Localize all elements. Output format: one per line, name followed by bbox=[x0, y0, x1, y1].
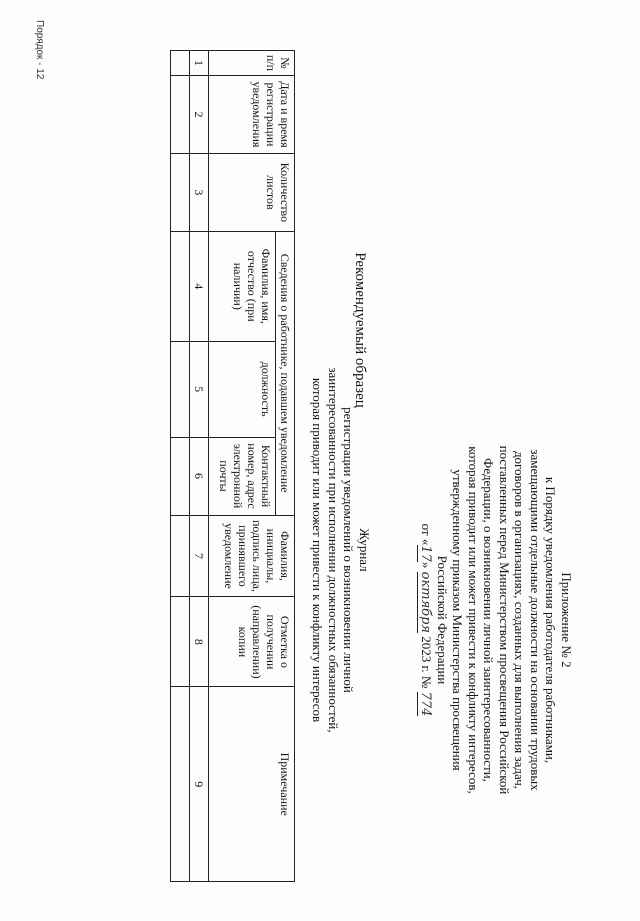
empty-cell bbox=[171, 153, 190, 231]
header-sheets: Количество листов bbox=[209, 153, 295, 231]
appendix-line: поставленных перед Министерством просвещения Российской bbox=[497, 445, 512, 795]
column-number: 1 bbox=[190, 51, 209, 76]
registration-table bbox=[170, 50, 295, 882]
header-copy: Отметка о получении (направлении) копии bbox=[209, 597, 295, 687]
empty-cell bbox=[171, 437, 190, 515]
header-acceptor: Фамилия, инициалы, подпись лица, принявшего уведомление bbox=[209, 515, 295, 597]
empty-cell bbox=[171, 687, 190, 882]
appendix-line: замещающими отдельные должности на основании трудовых bbox=[528, 449, 543, 791]
journal-line: заинтересованности при исполнении должностных обязанностей, bbox=[326, 367, 341, 733]
order-number-handwritten: 774 bbox=[418, 691, 434, 717]
appendix-line: утвержденному приказом Министерства просвещения bbox=[450, 469, 466, 771]
empty-row bbox=[171, 51, 190, 882]
journal-line: регистрации уведомлений о возникновении личной bbox=[341, 407, 357, 693]
header-worker-group: Сведения о работнике, подавшем уведомление bbox=[276, 231, 295, 515]
column-numbers-row bbox=[190, 51, 209, 882]
header-fio: Фамилия, имя, отчество (при наличии) bbox=[209, 231, 276, 341]
empty-cell bbox=[171, 515, 190, 597]
document-sheet bbox=[10, 10, 630, 910]
order-mid: » bbox=[419, 561, 435, 572]
journal-title: Журнал bbox=[357, 528, 372, 572]
empty-cell bbox=[171, 75, 190, 153]
column-number: 7 bbox=[190, 515, 209, 597]
column-number: 2 bbox=[190, 75, 209, 153]
empty-cell bbox=[171, 231, 190, 341]
header-note: Примечание bbox=[209, 687, 295, 882]
header-date: Дата и время регистрации уведомления bbox=[209, 75, 295, 153]
empty-cell bbox=[171, 341, 190, 437]
column-number: 4 bbox=[190, 231, 209, 341]
order-month-handwritten: октября bbox=[418, 571, 434, 634]
appendix-line: которая приводит или может привести к конфликту интересов, bbox=[466, 446, 481, 794]
column-number: 9 bbox=[190, 687, 209, 882]
journal-heading bbox=[310, 290, 372, 810]
header-position: должность bbox=[209, 341, 276, 437]
header-number: № п/п bbox=[209, 51, 295, 76]
column-number: 5 bbox=[190, 341, 209, 437]
order-year: 2023 г. № bbox=[419, 633, 435, 692]
sample-label: Рекомендуемый образец bbox=[352, 252, 368, 408]
appendix-line: к Порядку уведомления работодателя работниками, bbox=[543, 476, 559, 764]
order-day-handwritten: 17 bbox=[418, 545, 434, 562]
column-number: 6 bbox=[190, 437, 209, 515]
page-footer: Порядок - 12 bbox=[34, 20, 45, 80]
appendix-block bbox=[417, 340, 574, 900]
order-prefix: от « bbox=[419, 523, 435, 546]
column-number: 8 bbox=[190, 597, 209, 687]
order-reference bbox=[417, 340, 435, 900]
empty-cell bbox=[171, 597, 190, 687]
appendix-line: Российской Федерации bbox=[435, 555, 450, 685]
header-contacts: Контактный номер, адрес электронной почты bbox=[209, 437, 276, 515]
appendix-line: договоров в организациях, созданных для выполнения задач, bbox=[512, 450, 528, 790]
appendix-title: Приложение № 2 bbox=[559, 572, 574, 668]
empty-cell bbox=[171, 51, 190, 76]
journal-line: которая приводит или может привести к конфликту интересов bbox=[310, 377, 326, 723]
appendix-line: Федерации, о возникновении личной заинтересованности, bbox=[481, 458, 497, 782]
column-number: 3 bbox=[190, 153, 209, 231]
